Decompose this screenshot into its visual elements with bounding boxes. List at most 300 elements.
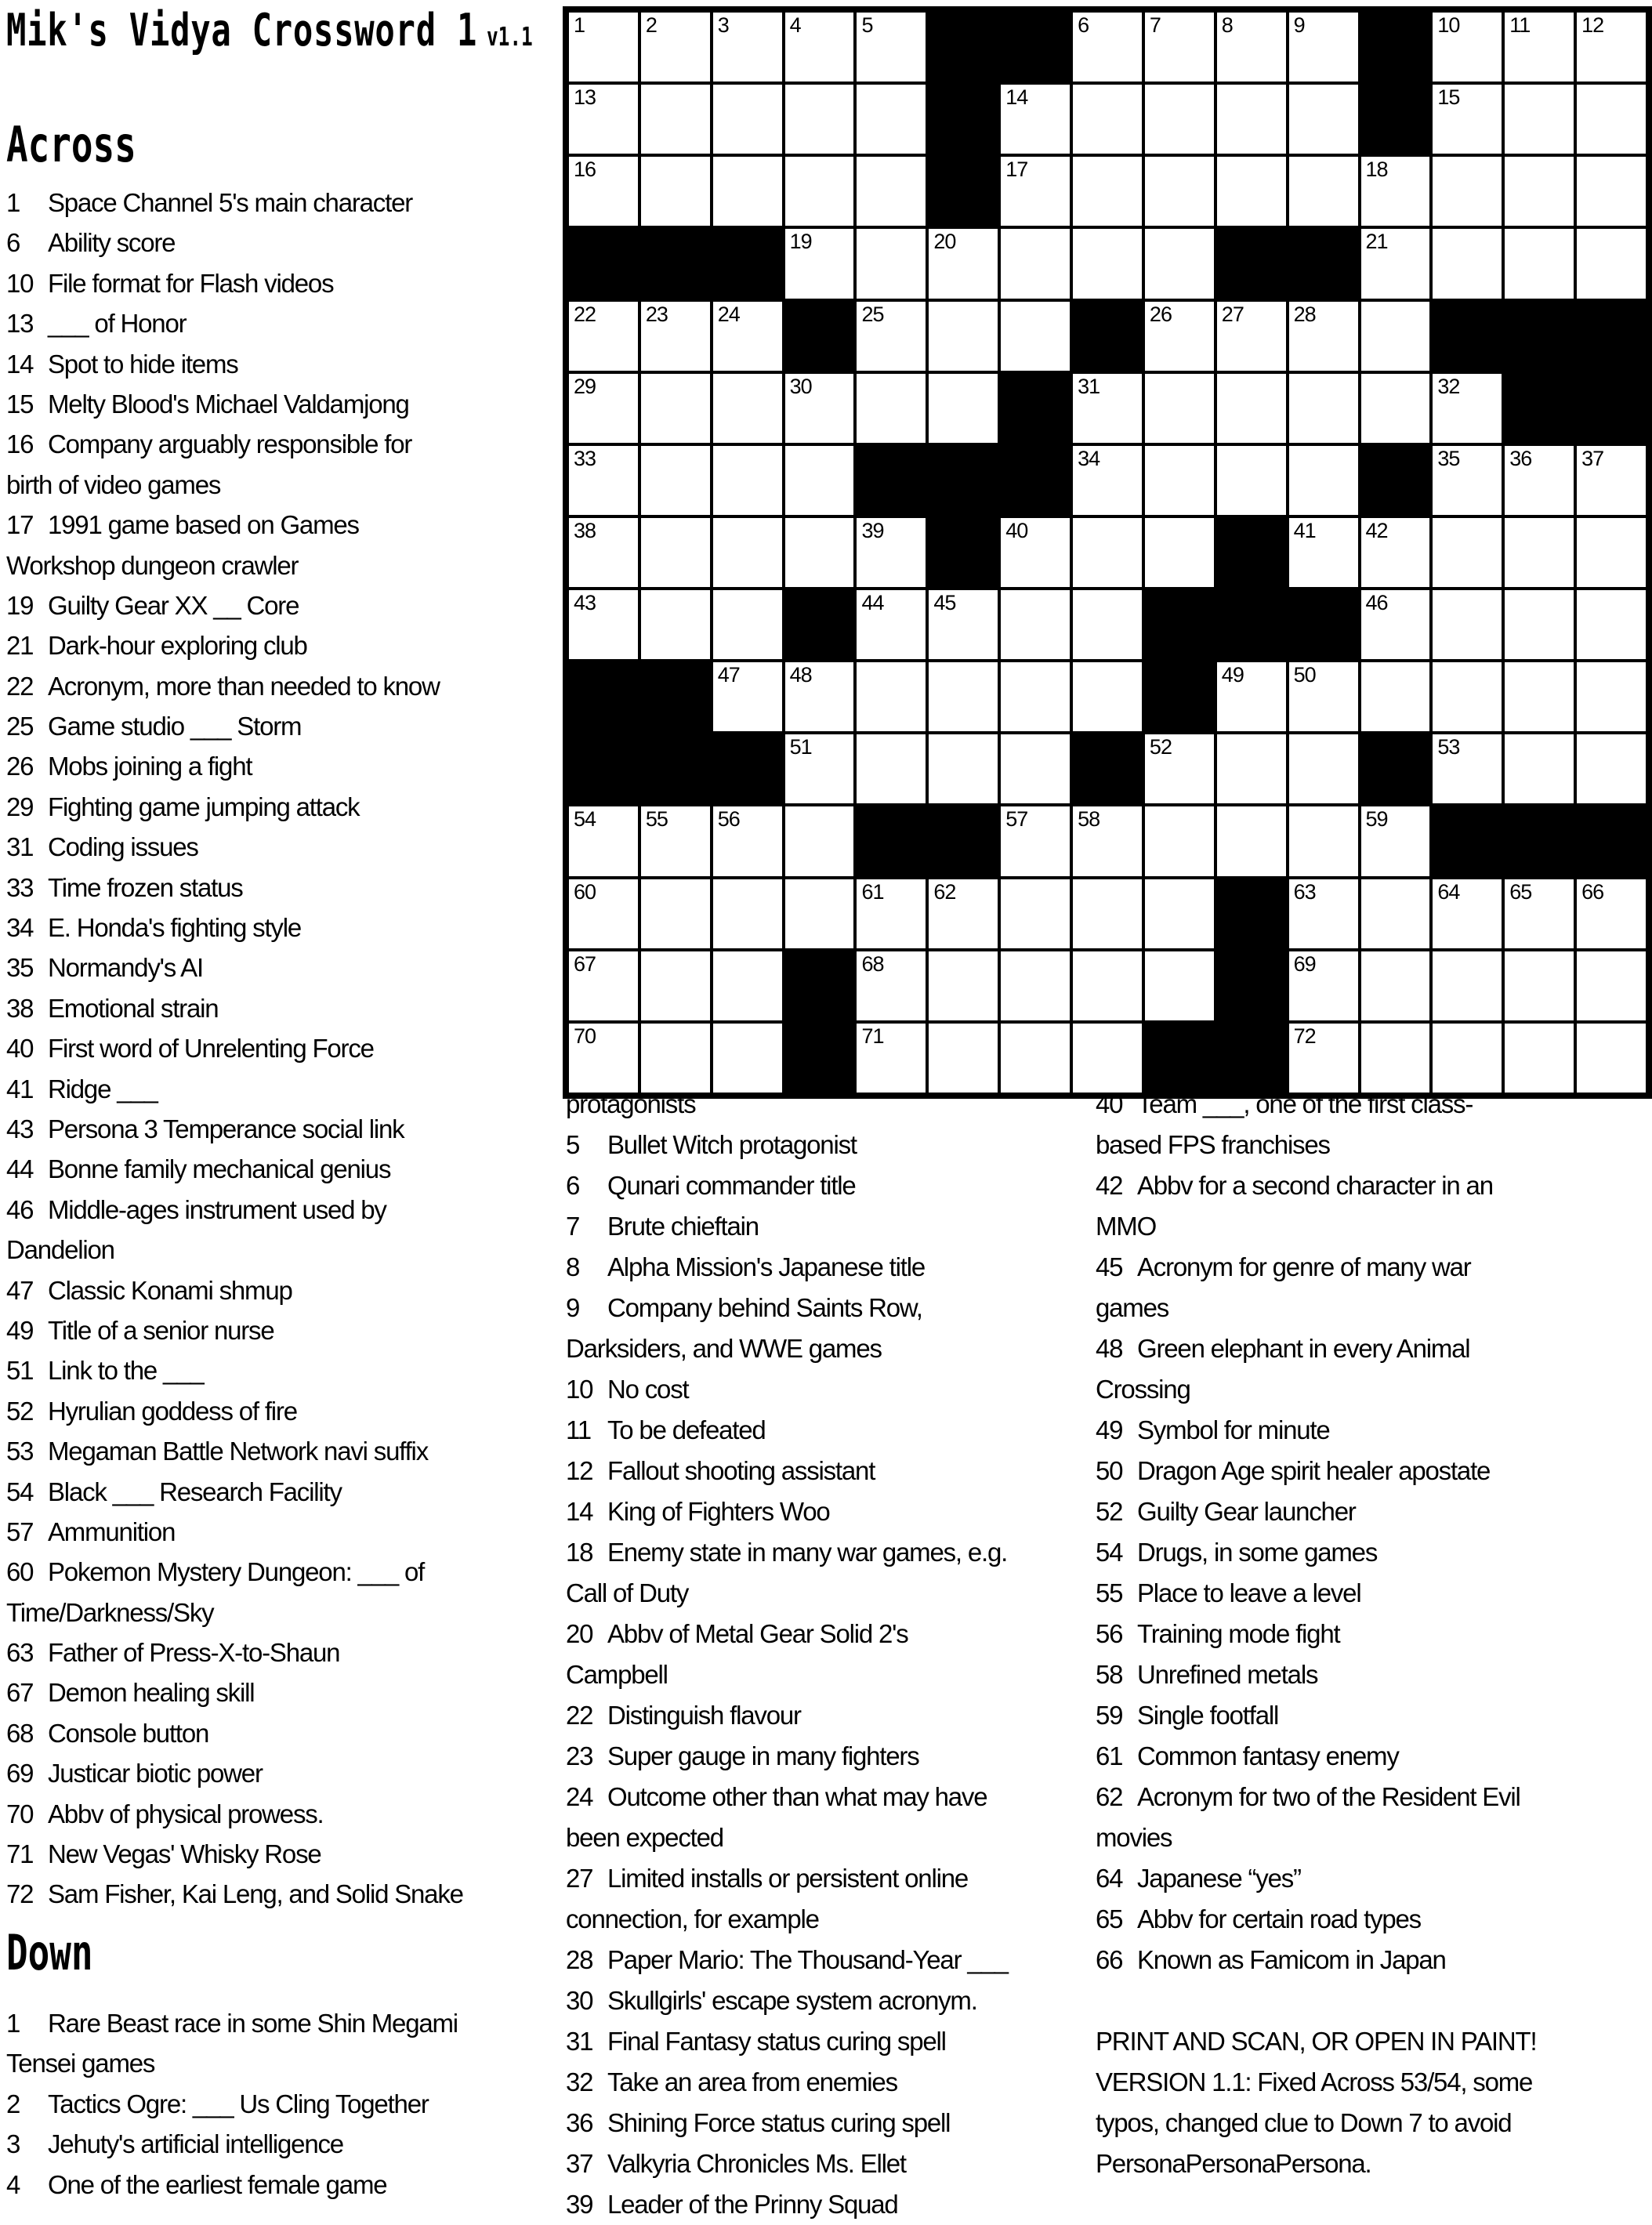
grid-cell-r2-c2[interactable] (641, 85, 710, 154)
clue-number: 15 (6, 389, 34, 419)
grid-cell-r13-c14[interactable] (1505, 879, 1574, 948)
grid-cell-r12-c1[interactable] (569, 806, 638, 875)
cell-number: 67 (574, 951, 596, 976)
grid-cell-r1-c12 (1361, 13, 1430, 82)
grid-cell-r6-c3[interactable] (713, 374, 782, 443)
across-clue-line (6, 1028, 561, 1068)
grid-cell-r15-c2[interactable] (641, 1024, 710, 1093)
grid-cell-r1-c14[interactable] (1505, 13, 1574, 82)
grid-cell-r2-c15[interactable] (1577, 85, 1646, 154)
grid-cell-r4-c4[interactable] (785, 229, 854, 298)
grid-cell-r3-c10[interactable] (1217, 157, 1286, 226)
cell-number: 18 (1365, 158, 1388, 182)
grid-cell-r12-c10[interactable] (1217, 806, 1286, 875)
across-clue-line (6, 1713, 561, 1753)
grid-cell-r15-c14[interactable] (1505, 1024, 1574, 1093)
grid-cell-r5-c12[interactable] (1361, 302, 1430, 371)
grid-cell-r3-c1[interactable] (569, 157, 638, 226)
grid-cell-r5-c9[interactable] (1145, 302, 1214, 371)
grid-cell-r6-c2[interactable] (641, 374, 710, 443)
grid-cell-r12-c12[interactable] (1361, 806, 1430, 875)
grid-cell-r6-c4[interactable] (785, 374, 854, 443)
clue-text: Tensei games (6, 2049, 155, 2078)
grid-cell-r10-c10[interactable] (1217, 662, 1286, 731)
cell-number: 37 (1581, 446, 1604, 470)
grid-cell-r12-c11[interactable] (1289, 806, 1358, 875)
grid-cell-r13-c8[interactable] (1073, 879, 1142, 948)
grid-cell-r13-c11[interactable] (1289, 879, 1358, 948)
grid-cell-r5-c10[interactable] (1217, 302, 1286, 371)
clue-text: Mobs joining a fight (48, 752, 252, 781)
across-clue-line (6, 465, 561, 505)
down-clue-line (566, 1491, 1096, 1532)
down-clue-line (1096, 2143, 1652, 2184)
down-clue-line (6, 2165, 561, 2205)
clue-text: Alpha Mission's Japanese title (607, 1252, 926, 1281)
grid-cell-r7-c10[interactable] (1217, 446, 1286, 515)
grid-cell-r9-c12[interactable] (1361, 590, 1430, 659)
crossword-grid (563, 6, 1652, 1099)
grid-cell-r2-c5[interactable] (857, 85, 926, 154)
down-clue-line (566, 1980, 1096, 2021)
grid-cell-r11-c13[interactable] (1433, 734, 1502, 803)
grid-cell-r2-c7[interactable] (1001, 85, 1070, 154)
grid-cell-r8-c3[interactable] (713, 518, 782, 587)
cell-number: 2 (645, 13, 657, 37)
grid-cell-r11-c7[interactable] (1001, 734, 1070, 803)
grid-cell-r5-c5[interactable] (857, 302, 926, 371)
cell-number: 16 (574, 158, 596, 182)
grid-cell-r13-c4[interactable] (785, 879, 854, 948)
grid-cell-r4-c14[interactable] (1505, 229, 1574, 298)
grid-cell-r14-c6[interactable] (929, 951, 998, 1020)
grid-cell-r9-c8[interactable] (1073, 590, 1142, 659)
grid-cell-r4-c13[interactable] (1433, 229, 1502, 298)
clue-text: To be defeated (607, 1415, 766, 1444)
clue-number: 64 (1096, 1864, 1123, 1893)
grid-cell-r15-c12[interactable] (1361, 1024, 1430, 1093)
grid-cell-r7-c9[interactable] (1145, 446, 1214, 515)
down-clue-line (1096, 1247, 1652, 1288)
grid-cell-r1-c10[interactable] (1217, 13, 1286, 82)
grid-cell-r14-c7[interactable] (1001, 951, 1070, 1020)
grid-cell-r8-c5[interactable] (857, 518, 926, 587)
cell-number: 20 (933, 230, 956, 254)
grid-cell-r13-c1[interactable] (569, 879, 638, 948)
grid-cell-r7-c1[interactable] (569, 446, 638, 515)
clue-text: typos, changed clue to Down 7 to avoid (1096, 2108, 1512, 2137)
grid-cell-r9-c2[interactable] (641, 590, 710, 659)
across-clue-line (6, 424, 561, 464)
clue-text: Emotional strain (48, 993, 219, 1023)
down-clue-line (1096, 1084, 1652, 1125)
grid-cell-r14-c3[interactable] (713, 951, 782, 1020)
grid-cell-r11-c14[interactable] (1505, 734, 1574, 803)
grid-cell-r13-c3[interactable] (713, 879, 782, 948)
grid-cell-r7-c8[interactable] (1073, 446, 1142, 515)
grid-cell-r10-c5[interactable] (857, 662, 926, 731)
grid-cell-r9-c5[interactable] (857, 590, 926, 659)
grid-cell-r13-c9[interactable] (1145, 879, 1214, 948)
grid-cell-r3-c2[interactable] (641, 157, 710, 226)
grid-cell-r5-c2[interactable] (641, 302, 710, 371)
grid-cell-r14-c13[interactable] (1433, 951, 1502, 1020)
grid-cell-r1-c9[interactable] (1145, 13, 1214, 82)
cell-number: 42 (1365, 518, 1388, 542)
grid-cell-r3-c4[interactable] (785, 157, 854, 226)
clue-number: 11 (566, 1415, 591, 1444)
grid-cell-r11-c5[interactable] (857, 734, 926, 803)
grid-cell-r2-c3[interactable] (713, 85, 782, 154)
clue-text: Shining Force status curing spell (607, 2108, 951, 2137)
grid-cell-r10-c12[interactable] (1361, 662, 1430, 731)
grid-cell-r15-c5[interactable] (857, 1024, 926, 1093)
clue-text: movies (1096, 1823, 1172, 1852)
clue-text: Drugs, in some games (1137, 1538, 1378, 1567)
grid-cell-r8-c13[interactable] (1433, 518, 1502, 587)
grid-cell-r1-c2[interactable] (641, 13, 710, 82)
grid-cell-r4-c5[interactable] (857, 229, 926, 298)
grid-cell-r13-c12[interactable] (1361, 879, 1430, 948)
grid-cell-r13-c6[interactable] (929, 879, 998, 948)
grid-cell-r3-c5[interactable] (857, 157, 926, 226)
grid-cell-r2-c14[interactable] (1505, 85, 1574, 154)
cell-number: 69 (1293, 951, 1316, 976)
clue-number: 7 (566, 1212, 580, 1241)
grid-cell-r14-c9[interactable] (1145, 951, 1214, 1020)
grid-cell-r5-c15 (1577, 302, 1646, 371)
grid-cell-r6-c13[interactable] (1433, 374, 1502, 443)
grid-cell-r14-c5[interactable] (857, 951, 926, 1020)
grid-cell-r6-c12[interactable] (1361, 374, 1430, 443)
grid-cell-r11-c11[interactable] (1289, 734, 1358, 803)
down-clue-line (1096, 1328, 1652, 1369)
cell-number: 38 (574, 518, 596, 542)
grid-cell-r3-c9[interactable] (1145, 157, 1214, 226)
clue-text: connection, for example (566, 1904, 819, 1933)
down-clue-line (1096, 1777, 1652, 1817)
grid-cell-r13-c5[interactable] (857, 879, 926, 948)
grid-cell-r5-c13 (1433, 302, 1502, 371)
clue-number: 52 (6, 1396, 34, 1426)
grid-cell-r10-c7[interactable] (1001, 662, 1070, 731)
grid-cell-r3-c12[interactable] (1361, 157, 1430, 226)
clue-text: Bullet Witch protagonist (607, 1130, 857, 1159)
grid-cell-r5-c11[interactable] (1289, 302, 1358, 371)
grid-cell-r3-c3[interactable] (713, 157, 782, 226)
cell-number: 1 (574, 13, 585, 37)
grid-cell-r10-c15[interactable] (1577, 662, 1646, 731)
grid-cell-r1-c15[interactable] (1577, 13, 1646, 82)
grid-cell-r14-c2[interactable] (641, 951, 710, 1020)
clue-number: 54 (1096, 1538, 1123, 1567)
clue-number: 16 (6, 429, 34, 459)
grid-cell-r12-c9[interactable] (1145, 806, 1214, 875)
clue-text: Qunari commander title (607, 1171, 856, 1200)
down-clue-line (6, 2124, 561, 2164)
down-clue-line (1096, 1165, 1652, 1206)
grid-cell-r12-c2[interactable] (641, 806, 710, 875)
clue-text: Take an area from enemies (607, 2067, 897, 2096)
clue-text: New Vegas' Whisky Rose (48, 1839, 321, 1869)
grid-cell-r2-c1[interactable] (569, 85, 638, 154)
grid-cell-r3-c15[interactable] (1577, 157, 1646, 226)
grid-cell-r10-c4[interactable] (785, 662, 854, 731)
grid-cell-r3-c8[interactable] (1073, 157, 1142, 226)
grid-cell-r7-c11[interactable] (1289, 446, 1358, 515)
grid-cell-r13-c15[interactable] (1577, 879, 1646, 948)
grid-cell-r11-c15[interactable] (1577, 734, 1646, 803)
grid-cell-r9-c1[interactable] (569, 590, 638, 659)
grid-cell-r15-c4 (785, 1024, 854, 1093)
grid-cell-r1-c1[interactable] (569, 13, 638, 82)
grid-cell-r8-c8[interactable] (1073, 518, 1142, 587)
grid-cell-r11-c4[interactable] (785, 734, 854, 803)
grid-cell-r14-c14[interactable] (1505, 951, 1574, 1020)
clue-text: PersonaPersonaPersona. (1096, 2149, 1371, 2178)
grid-cell-r4-c15[interactable] (1577, 229, 1646, 298)
down-clue-line (1096, 1736, 1652, 1777)
clue-number: 70 (6, 1799, 34, 1828)
grid-cell-r2-c13[interactable] (1433, 85, 1502, 154)
cell-number: 24 (717, 302, 740, 326)
grid-cell-r3-c11[interactable] (1289, 157, 1358, 226)
grid-cell-r9-c15[interactable] (1577, 590, 1646, 659)
grid-cell-r2-c8[interactable] (1073, 85, 1142, 154)
grid-cell-r13-c7[interactable] (1001, 879, 1070, 948)
grid-cell-r12-c6 (929, 806, 998, 875)
grid-cell-r15-c13[interactable] (1433, 1024, 1502, 1093)
cell-number: 8 (1221, 13, 1233, 37)
grid-cell-r4-c8[interactable] (1073, 229, 1142, 298)
grid-cell-r12-c4[interactable] (785, 806, 854, 875)
grid-cell-r15-c15[interactable] (1577, 1024, 1646, 1093)
grid-cell-r13-c2[interactable] (641, 879, 710, 948)
across-clue-line (6, 1633, 561, 1672)
grid-cell-r6-c14 (1505, 374, 1574, 443)
clue-text: Link to the ___ (48, 1356, 204, 1386)
clue-number: 31 (566, 2027, 593, 2056)
grid-cell-r14-c15[interactable] (1577, 951, 1646, 1020)
grid-cell-r8-c7[interactable] (1001, 518, 1070, 587)
down-clue-line (1096, 2062, 1652, 2103)
across-clue-line (6, 1391, 561, 1431)
grid-cell-r11-c6[interactable] (929, 734, 998, 803)
grid-cell-r9-c3[interactable] (713, 590, 782, 659)
down-heading: Down (6, 1924, 93, 1981)
clue-number: 29 (6, 792, 34, 821)
grid-cell-r3-c13[interactable] (1433, 157, 1502, 226)
grid-cell-r15-c6[interactable] (929, 1024, 998, 1093)
grid-cell-r12-c8[interactable] (1073, 806, 1142, 875)
grid-cell-r10-c3[interactable] (713, 662, 782, 731)
clue-text: Father of Press-X-to-Shaun (48, 1638, 340, 1668)
grid-cell-r15-c7[interactable] (1001, 1024, 1070, 1093)
grid-cell-r4-c9[interactable] (1145, 229, 1214, 298)
grid-cell-r4-c6[interactable] (929, 229, 998, 298)
grid-cell-r11-c9[interactable] (1145, 734, 1214, 803)
clue-text: E. Honda's fighting style (48, 913, 301, 943)
grid-cell-r14-c11[interactable] (1289, 951, 1358, 1020)
grid-cell-r10-c13[interactable] (1433, 662, 1502, 731)
cell-number: 12 (1581, 13, 1604, 37)
grid-cell-r9-c14[interactable] (1505, 590, 1574, 659)
grid-cell-r6-c8[interactable] (1073, 374, 1142, 443)
grid-cell-r8-c4[interactable] (785, 518, 854, 587)
grid-cell-r7-c2[interactable] (641, 446, 710, 515)
grid-cell-r5-c7[interactable] (1001, 302, 1070, 371)
grid-cell-r7-c6 (929, 446, 998, 515)
down-clue-line (1096, 1573, 1652, 1614)
clue-number: 10 (566, 1375, 593, 1404)
down-clue-line (1096, 1491, 1652, 1532)
grid-cell-r7-c13[interactable] (1433, 446, 1502, 515)
grid-cell-r7-c15[interactable] (1577, 446, 1646, 515)
grid-cell-r1-c3[interactable] (713, 13, 782, 82)
grid-cell-r1-c5[interactable] (857, 13, 926, 82)
grid-cell-r1-c4[interactable] (785, 13, 854, 82)
grid-cell-r14-c10 (1217, 951, 1286, 1020)
across-clue-line (6, 1834, 561, 1874)
across-clue-line (6, 746, 561, 786)
clue-number: 50 (1096, 1456, 1123, 1485)
cell-number: 10 (1437, 13, 1460, 37)
grid-cell-r5-c1[interactable] (569, 302, 638, 371)
grid-cell-r6-c9[interactable] (1145, 374, 1214, 443)
grid-cell-r12-c7[interactable] (1001, 806, 1070, 875)
grid-cell-r3-c14[interactable] (1505, 157, 1574, 226)
clue-text: ___ of Honor (48, 309, 187, 339)
grid-cell-r9-c6[interactable] (929, 590, 998, 659)
grid-cell-r1-c8[interactable] (1073, 13, 1142, 82)
grid-cell-r7-c4[interactable] (785, 446, 854, 515)
grid-cell-r6-c11[interactable] (1289, 374, 1358, 443)
across-clue-line (6, 1874, 561, 1914)
across-clue-line (6, 1753, 561, 1793)
grid-cell-r1-c11[interactable] (1289, 13, 1358, 82)
grid-cell-r8-c14[interactable] (1505, 518, 1574, 587)
grid-cell-r8-c15[interactable] (1577, 518, 1646, 587)
across-clue-line (6, 625, 561, 665)
across-clue-line (6, 1512, 561, 1552)
down-clue-line (566, 1084, 1096, 1125)
grid-cell-r6-c5[interactable] (857, 374, 926, 443)
grid-cell-r14-c12[interactable] (1361, 951, 1430, 1020)
grid-cell-r8-c2[interactable] (641, 518, 710, 587)
grid-cell-r15-c3[interactable] (713, 1024, 782, 1093)
clue-number: 42 (1096, 1171, 1123, 1200)
down-clue-line (6, 2084, 561, 2124)
across-clue-line (6, 1552, 561, 1592)
clue-number: 58 (1096, 1660, 1123, 1689)
clue-number: 3 (6, 2129, 20, 2159)
version-label: v1.1 (486, 21, 533, 52)
clue-number: 66 (1096, 1945, 1123, 1974)
grid-cell-r10-c14[interactable] (1505, 662, 1574, 731)
across-clue-line (6, 1672, 561, 1712)
across-clue-line (6, 183, 561, 223)
grid-cell-r10-c8[interactable] (1073, 662, 1142, 731)
clue-number: 45 (1096, 1252, 1123, 1281)
grid-cell-r8-c12[interactable] (1361, 518, 1430, 587)
clue-text: Space Channel 5's main character (48, 188, 413, 217)
grid-cell-r9-c13[interactable] (1433, 590, 1502, 659)
clue-number: 27 (566, 1864, 593, 1893)
grid-cell-r8-c9[interactable] (1145, 518, 1214, 587)
clue-number: 23 (566, 1741, 593, 1770)
across-clue-line (6, 1593, 561, 1633)
grid-cell-r5-c3[interactable] (713, 302, 782, 371)
grid-cell-r12-c3[interactable] (713, 806, 782, 875)
grid-cell-r7-c14[interactable] (1505, 446, 1574, 515)
clue-number: 44 (6, 1154, 34, 1184)
grid-cell-r2-c4[interactable] (785, 85, 854, 154)
down-clue-line (1096, 1288, 1652, 1328)
grid-cell-r15-c10 (1217, 1024, 1286, 1093)
across-clue-line (6, 1472, 561, 1512)
cell-number: 57 (1005, 807, 1028, 832)
down-clue-line (566, 1614, 1096, 1654)
cell-number: 71 (861, 1024, 884, 1048)
clue-number: 49 (6, 1315, 34, 1345)
cell-number: 25 (861, 302, 884, 326)
grid-cell-r6-c1[interactable] (569, 374, 638, 443)
grid-cell-r1-c13[interactable] (1433, 13, 1502, 82)
clue-number: 34 (6, 913, 34, 943)
cell-number: 65 (1509, 879, 1532, 904)
grid-cell-r7-c12 (1361, 446, 1430, 515)
down-clue-line (566, 1573, 1096, 1614)
clue-number: 68 (6, 1718, 34, 1748)
grid-cell-r2-c9[interactable] (1145, 85, 1214, 154)
grid-cell-r15-c8[interactable] (1073, 1024, 1142, 1093)
grid-cell-r9-c7[interactable] (1001, 590, 1070, 659)
down-clue-line (1096, 1410, 1652, 1451)
grid-cell-r4-c7[interactable] (1001, 229, 1070, 298)
grid-cell-r11-c10[interactable] (1217, 734, 1286, 803)
grid-cell-r2-c10[interactable] (1217, 85, 1286, 154)
down-clue-list-middle (566, 1084, 1096, 2225)
cell-number: 43 (574, 591, 596, 615)
grid-cell-r10-c11[interactable] (1289, 662, 1358, 731)
grid-cell-r2-c11[interactable] (1289, 85, 1358, 154)
grid-cell-r15-c1[interactable] (569, 1024, 638, 1093)
grid-cell-r6-c6[interactable] (929, 374, 998, 443)
across-clue-line (6, 666, 561, 706)
grid-cell-r14-c1[interactable] (569, 951, 638, 1020)
clue-number: 52 (1096, 1497, 1123, 1526)
grid-cell-r4-c12[interactable] (1361, 229, 1430, 298)
grid-cell-r14-c8[interactable] (1073, 951, 1142, 1020)
across-clue-line (6, 223, 561, 263)
clue-number: 25 (6, 712, 34, 741)
grid-cell-r8-c1[interactable] (569, 518, 638, 587)
grid-cell-r15-c11[interactable] (1289, 1024, 1358, 1093)
grid-cell-r5-c6[interactable] (929, 302, 998, 371)
grid-cell-r10-c6[interactable] (929, 662, 998, 731)
grid-cell-r3-c7[interactable] (1001, 157, 1070, 226)
grid-cell-r7-c3[interactable] (713, 446, 782, 515)
clue-text: Symbol for minute (1137, 1415, 1330, 1444)
clue-number: 22 (566, 1701, 593, 1730)
grid-cell-r8-c11[interactable] (1289, 518, 1358, 587)
clue-text: MMO (1096, 1212, 1157, 1241)
clue-text: Bonne family mechanical genius (48, 1154, 391, 1184)
across-clue-line (6, 868, 561, 908)
grid-cell-r13-c13[interactable] (1433, 879, 1502, 948)
grid-cell-r6-c10[interactable] (1217, 374, 1286, 443)
clue-text: Time frozen status (48, 872, 243, 902)
